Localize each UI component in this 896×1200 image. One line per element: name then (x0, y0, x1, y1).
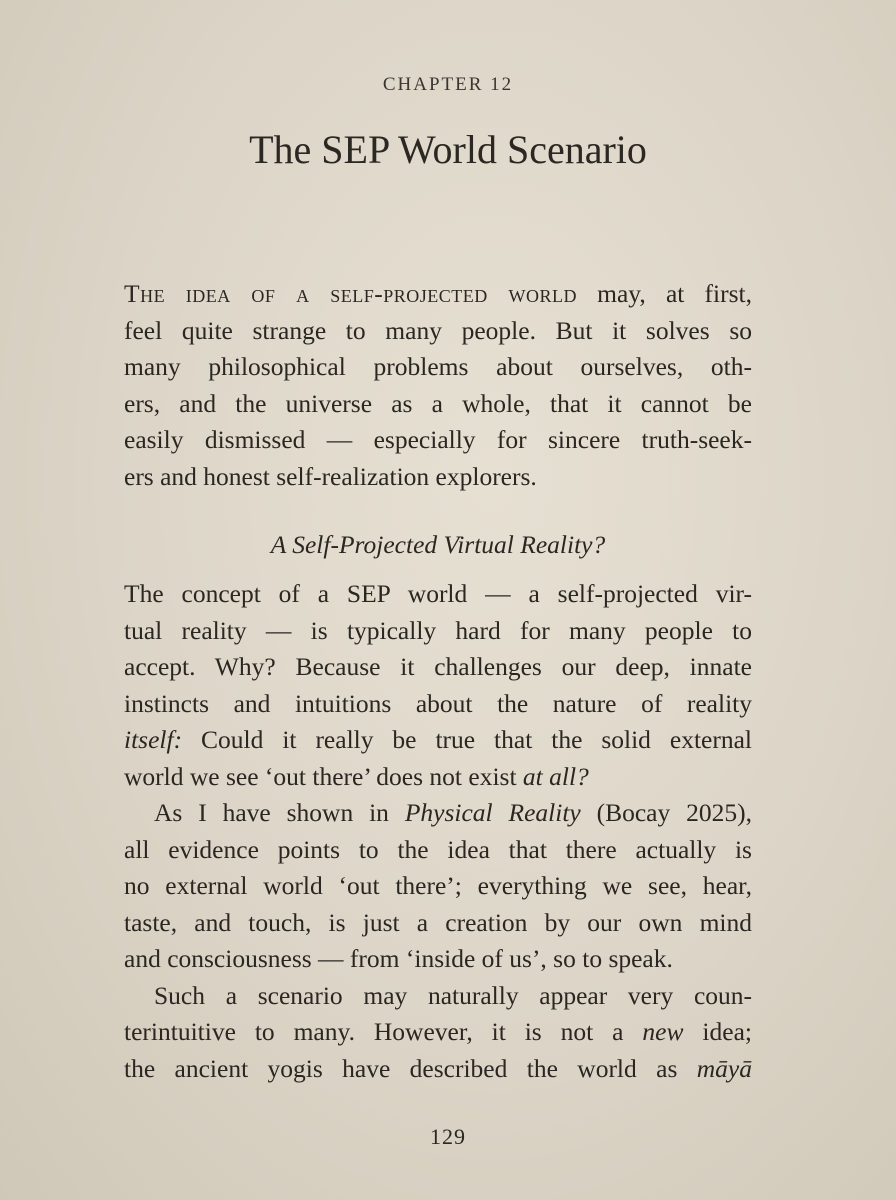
section-body (124, 576, 752, 1087)
p1-line-2: tual reality — is typically hard for many people to (124, 615, 752, 645)
intro-paragraph (124, 276, 752, 495)
chapter-label: CHAPTER 12 (382, 74, 514, 95)
p1-line-1: The concept of a SEP world — a self-projected vir- (124, 579, 752, 608)
intro-line-6: ers and honest self-realization explorers. (124, 461, 537, 491)
p2-line-5: and consciousness — from ‘inside of us’, so to speak. (124, 944, 673, 973)
section-heading: A Self-Projected Virtual Reality? (270, 530, 606, 559)
intro-lead-small-caps: The idea of a self-projected world (124, 279, 577, 308)
p3-line-1: Such a scenario may naturally appear very coun- (154, 980, 752, 1010)
p3-line-2: terintuitive to many. However, it is not a new idea; (124, 1017, 752, 1046)
p2-line-4: taste, and touch, is just a creation by our own mind (124, 907, 752, 937)
p2-line-2: all evidence points to the idea that there actually is (124, 834, 752, 864)
intro-line-5: easily dismissed — especially for sincere truth-seek- (124, 425, 752, 454)
p1-line-5: itself: Could it really be true that the solid external (124, 725, 752, 754)
chapter-title: The SEP World Scenario (249, 127, 647, 172)
p2-line-3: no external world ‘out there’; everything we see, hear, (124, 871, 752, 900)
p1-line-3: accept. Why? Because it challenges our deep, innate (124, 652, 752, 681)
p2-line-1: As I have shown in Physical Reality (Bocay 2025), (154, 798, 752, 827)
p1-line-4: instincts and intuitions about the nature of reality (124, 688, 752, 718)
intro-line-1: The idea of a self-projected world may, at first, (124, 279, 752, 308)
intro-line-3: many philosophical problems about ourselves, oth- (124, 352, 752, 381)
p1-line-6: world we see ‘out there’ does not exist at all? (124, 761, 589, 791)
p3-line-3: the ancient yogis have described the world as māyā (124, 1053, 752, 1083)
page-number: 129 (430, 1124, 466, 1149)
intro-line-2: feel quite strange to many people. But it solves so (124, 315, 752, 345)
intro-line-4: ers, and the universe as a whole, that it cannot be (124, 388, 752, 418)
